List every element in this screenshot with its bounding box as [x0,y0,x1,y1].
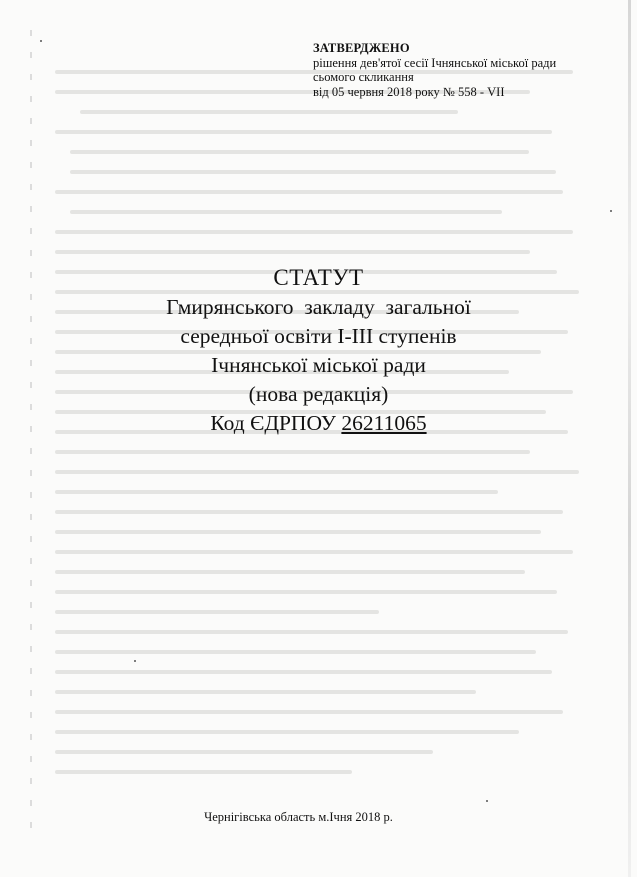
scan-speck [40,40,42,42]
scan-edge-right [628,0,631,877]
edrpou-number: 26211065 [341,411,427,435]
approval-title: ЗАТВЕРДЖЕНО [313,41,410,55]
edrpou-code [0,409,637,438]
approval-decision-line: рішення дев'ятої сесії Ічнянської міської ради [313,55,557,70]
document-title-block [0,263,637,438]
scan-speck [134,660,136,662]
institution-name-line-1: Гмирянського закладу загальної [166,295,471,319]
approval-convocation-line: сьомого скликання [313,70,414,85]
approval-stamp [313,41,613,99]
institution-name-line-3: Ічнянської міської ради [211,353,426,377]
document-footer [0,810,637,825]
edrpou-label: Код ЄДРПОУ [210,411,342,435]
edition-note: (нова редакція) [248,382,389,406]
scan-speck [486,800,488,802]
institution-name-line-2: середньої освіти І-ІІІ ступенів [180,324,457,348]
scan-speck [610,210,612,212]
approval-date-line: від 05 червня 2018 року № 558 - VII [313,84,505,99]
document-heading: СТАТУТ [273,265,364,290]
footer-location-year: Чернігівська область м.Ічня 2018 р. [204,810,393,824]
